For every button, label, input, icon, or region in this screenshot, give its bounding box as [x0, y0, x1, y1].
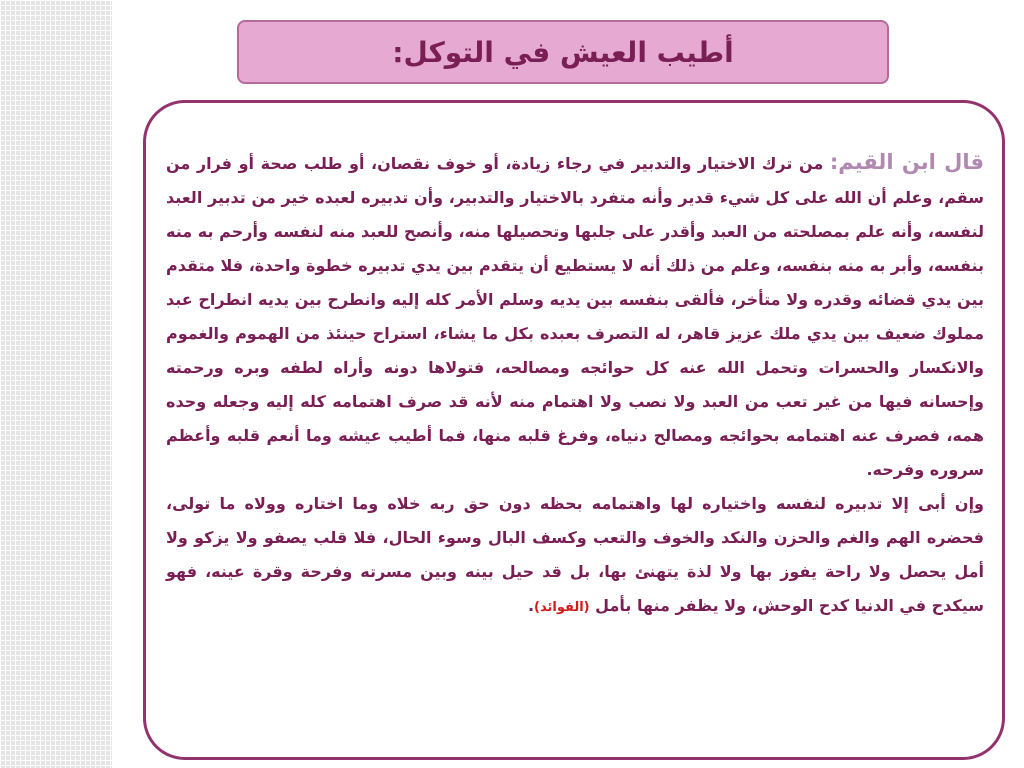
speaker-label: قال ابن القيم:: [829, 150, 984, 174]
source-citation: (الفوائد): [534, 600, 590, 615]
paragraph-1-text: من ترك الاختيار والتدبير في رجاء زيادة، أو خوف نقصان، أو طلب صحة أو فرار من سقم، وعلم أن الله على كل شيء قدير وأنه متفرد بالاختيار والتدبير، وأن تدبيره لعبده خير من تدبير العبد لنفسه، وأنه علم بمصلحته من العبد وأقدر على جلبها وتحصيلها منه، وأنصح للعبد منه لنفسه وأرحم به منه بنفسه، وأبر به منه بنفسه، وعلم من ذلك أنه لا يستطيع أن يتقدم بين يدي تدبيره خطوة واحدة، فلا متقدم بين يدي قضائه وقدره ولا متأخر، فألقى بنفسه بين يديه وسلم الأمر كله إليه وانطرح بين يديه انطراح عبد مملوك ضعيف بين يدي ملك عزيز قاهر، له التصرف بعبده بكل ما يشاء، استراح حينئذ من الهموم والغموم والانكسار والحسرات وتحمل الله عنه كل حوائجه ومصالحه، فتولاها دونه وأراه لطفه وبره ورحمته وإحسانه فيها من غير تعب من العبد ولا نصب ولا اهتمام منه لأنه قد صرف اهتمامه كله إليه وجعله وحده همه، فصرف عنه اهتمامه بحوائجه ومصالح دنياه، وفرغ قلبه منها، فما أطيب عيشه وما أنعم قلبه وأعظم سروره وفرحه.: [166, 154, 984, 479]
paragraph-2-end: .: [527, 596, 535, 615]
decorative-grid-strip: [0, 0, 112, 768]
title-banner: [237, 20, 889, 84]
page-title: أطيب العيش في التوكل:: [392, 35, 734, 69]
paragraph-2: [166, 487, 984, 625]
content-panel: [143, 100, 1005, 760]
content-text: [166, 145, 984, 625]
paragraph-2-text: وإن أبى إلا تدبيره لنفسه واختياره لها واهتمامه بحظه دون حق ربه خلاه وما اختاره وولاه ما تولى، فحضره الهم والغم والحزن والنكد والخوف والتعب وكسف البال وسوء الحال، فلا قلب يصفو ولا يزكو ولا أمل يحصل ولا راحة يفوز بها ولا لذة يتهنئ بها، بل قد حيل بينه وبين مسرته وفرحة وقرة عينه، فهو سيكدح في الدنيا كدح الوحش، ولا يظفر منها بأمل: [166, 494, 984, 615]
paragraph-1: [166, 145, 984, 487]
